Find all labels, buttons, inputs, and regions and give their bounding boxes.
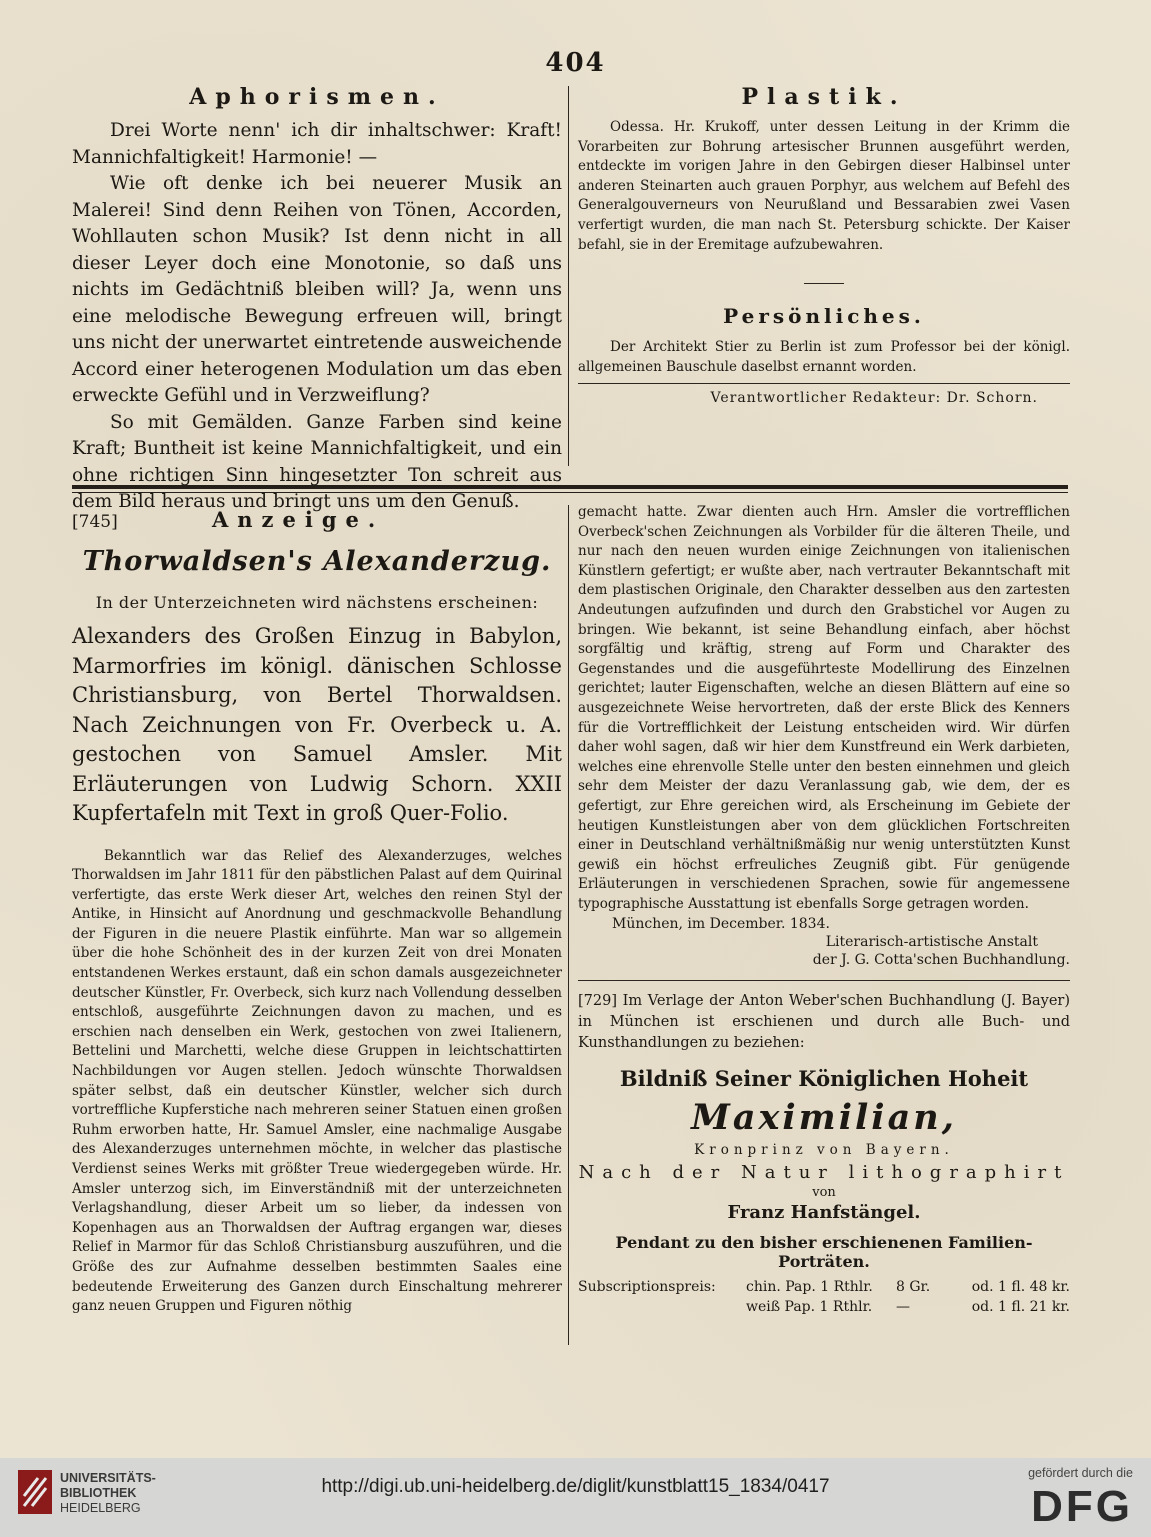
- aphorisms-section: [72, 84, 562, 512]
- persons-heading: Persönliches.: [723, 304, 925, 329]
- plastik-heading: Plastik.: [741, 84, 907, 110]
- editor-rule: [578, 383, 1070, 384]
- ad-label: Anzeige.: [212, 507, 385, 532]
- aphorisms-heading: Aphorismen.: [189, 84, 445, 110]
- dfg-logo: DFG: [1031, 1482, 1133, 1531]
- aphorism-paragraph: So mit Gemälden. Ganze Farben sind keine Kraft; Buntheit ist keine Mannichfaltigkeit, und ein ohne richtigen Sinn hingesetzter Ton schreit aus dem Bild heraus und bringt uns um den Genuß.: [72, 411, 562, 512]
- portrait-line-1: Bildniß Seiner Königlichen Hoheit: [619, 1066, 1029, 1092]
- library-line-2: BIBLIOTHEK: [60, 1486, 137, 1500]
- ad-separator: [578, 980, 1070, 981]
- portrait-line-4: Nach der Natur lithographirt: [578, 1162, 1070, 1184]
- footer-url-link[interactable]: http://digi.ub.uni-heidelberg.de/diglit/kunstblatt15_1834/0417: [321, 1476, 830, 1497]
- portrait-line-6: Franz Hanfstängel.: [727, 1202, 921, 1224]
- ad-number: [745]: [72, 512, 118, 532]
- advertisement-continuation: [578, 503, 1070, 1353]
- ad-header: [72, 507, 562, 532]
- pendant-line: Pendant zu den bisher erschienenen Familien-Porträten.: [615, 1233, 1033, 1272]
- price-row-2: [578, 1299, 1070, 1315]
- plastik-text: Odessa. Hr. Krukoff, unter dessen Leitung in der Krimm die Vorarbeiten zur Bohrung artesischer Brunnen ausgeführt werden, entdeckte im vorigen Jahre in den Gebirgen dieser Halbinsel unter anderen Steinarten auch grauen Porphyr, aus welchem auf Befehl des Generalgouverneurs von Neurußland und Bessarabien zwei Vasen verfertigt wurden, die man nach St. Petersburg schickte. Der Kaiser befahl, sie in der Eremitage aufzubewahren.: [578, 119, 1070, 253]
- ad-intro: In der Unterzeichneten wird nächstens erscheinen:: [95, 593, 539, 612]
- ad-body-right: gemacht hatte. Zwar dienten auch Hrn. Amsler die vortrefflichen Overbeck'schen Zeichnungen als Vorbilder für die älteren Theile, und nur nach den neuen wurden einige Zeichnungen von italienischen Künstlern gefertigt; er wußte aber, nach vertrauter Bekanntschaft mit dem plastischen Originale, den Charakter desselben aus den zartesten Andeutungen aufzufinden und durch den Grabstichel vor Augen zu bringen. Wie bekannt, ist seine Behandlung einfach, aber höchst sorgfältig und kräftig, streng auf Form und Charakter des Gegenstandes und die ausgeführteste Modellirung des Einzelnen gerichtet; lauter Eigenschaften, welche an diesen Blättern auf eine so ausgezeichnete Weise hervortreten, daß der erste Blick des Kenners für die Vortrefflichkeit der Leistung entscheiden wird. Wir dürfen daher wohl sagen, daß wir hier dem Kunstfreund ein Werk darbieten, welches eine ehrenvolle Stelle unter den besten einnehmen und gleich sehr dem Meister der dazu Veranlassung gab, wie dem, der es gefertigt, zur Ehre gereichen wird, als Erscheinung im Gebiete der heutigen Kunstleistungen aber von dem glücklichen Fortschreiten einer in Deutschland verhältnißmäßig nur wenig unterstützten Kunst gewiß ein höchst erfreuliches Zeugniß gibt. Für genügende Erläuterungen in verschiedenen Sprachen, sowie für angemessene typographische Ausstattung ist ebenfalls Sorge getragen worden.: [578, 504, 1070, 912]
- funded-by-note: gefördert durch die: [1028, 1466, 1133, 1480]
- ad-signature-2: der J. G. Cotta'schen Buchhandlung.: [812, 952, 1070, 969]
- ad-title: Thorwaldsen's Alexanderzug.: [82, 546, 552, 577]
- advertisement-745: [72, 503, 562, 1353]
- price-label-spacer: [578, 1299, 746, 1315]
- book-title: Alexanders des Großen Einzug in Babylon, Marmorfries im königl. dänischen Schlosse Christiansburg, von Bertel Thorwaldsen. Nach Zeichnungen von Fr. Overbeck u. A. gestochen von Samuel Amsler. Mit Erläuterungen von Ludwig Schorn. XXII Kupfertafeln mit Text in groß Quer-Folio.: [72, 624, 562, 825]
- price1-paper: chin. Pap. 1 Rthlr.: [746, 1279, 873, 1296]
- ad-signature-1: Literarisch-artistische Anstalt: [825, 934, 1038, 951]
- library-line-1: UNIVERSITÄTS-: [60, 1471, 156, 1485]
- price2-gr: —: [896, 1299, 910, 1316]
- price-row-1: [578, 1279, 1070, 1295]
- price2-paper: weiß Pap. 1 Rthlr.: [746, 1299, 873, 1316]
- plastik-section: [578, 84, 1070, 484]
- column-rule-bottom: [568, 505, 569, 1345]
- ad-date-line: München, im December. 1834.: [612, 916, 830, 933]
- price-label: Subscriptionspreis:: [578, 1279, 716, 1296]
- portrait-line-2: Maximilian,: [691, 1097, 957, 1139]
- price1-gr: 8 Gr.: [896, 1279, 931, 1296]
- ad-body-left: Bekanntlich war das Relief des Alexanderzuges, welches Thorwaldsen im Jahr 1811 für den päbstlichen Palast auf dem Quirinal verfertigte, das erste Werk dieser Art, welches den reinen Styl der Antike, in Hinsicht auf Anordnung und geschmackvolle Behandlung der Figuren in die neuere Plastik einführte. Man war so allgemein über die hohe Schönheit des in der kurzen Zeit von drei Monaten entstandenen Werkes erstaunt, daß ein schon damals ausgezeichneter deutscher Künstler, Fr. Overbeck, sich kurz nach Vollendung desselben entschloß, ausgeführte Zeichnungen davon zu machen, und es erschien nach denselben ein Werk, gestochen von zwei Italienern, Bettelini und Marchetti, welche diese Gruppen in leichtschattirten Nachbildungen vor Augen stellen. Jedoch wünschte Thorwaldsen später selbst, daß ein deutscher Künstler, welcher sich durch vortreffliche Kupferstiche nach mehreren seiner Statuen einen großen Ruhm erworben hatte, Hr. Samuel Amsler, eine nachmalige Ausgabe des Alexanderzuges unternehmen möchte, in welcher das plastische Verdienst seines Werks mit größter Treue wiedergegeben würde. Hr. Amsler unterzog sich, im Einverständniß mit der unterzeichneten Verlagshandlung, dieser Arbeit um so lieber, da indessen von Kopenhagen aus an Thorwaldsen der Auftrag ergangen war, dieses Relief in Marmor für das Schloß Christiansburg auszuführen, und die Größe des zur Aufnahme desselben bestimmten Saales eine bedeutende Erweiterung des Ganzen durch Einschaltung mehrerer ganz neuen Gruppen und Figuren nöthig: [72, 847, 562, 1315]
- persons-text: Der Architekt Stier zu Berlin ist zum Professor bei der königl. allgemeinen Bauschule daselbst ernannt worden.: [578, 339, 1070, 375]
- responsible-editor: Verantwortlicher Redakteur: Dr. Schorn.: [710, 390, 1038, 407]
- aphorism-paragraph: Wie oft denke ich bei neuerer Musik an Malerei! Sind denn Reihen von Tönen, Accorden, Wohllauten schon Musik? Ist denn nicht in all dieser Leyer doch eine Monotonie, so daß uns nichts im Gedächtniß bleiben will? Ja, wenn uns eine melodische Bewegung erfreuen will, bringt uns nicht der unerwartet eintretende ausweichende Accord einer heterogenen Modulation um das eben erweckte Gefühl und in Verzweiflung?: [72, 173, 562, 406]
- portrait-line-5: von: [812, 1185, 836, 1201]
- price1-fl: od. 1 fl. 48 kr.: [971, 1279, 1070, 1296]
- aphorism-paragraph: Drei Worte nenn' ich dir inhaltschwer: Kraft! Mannichfaltigkeit! Harmonie! —: [72, 120, 562, 168]
- portrait-line-3: Kronprinz von Bayern.: [694, 1142, 954, 1159]
- short-divider: [804, 283, 844, 284]
- advertisement-729: [578, 991, 1070, 1315]
- column-rule-top: [568, 86, 569, 466]
- library-line-3: HEIDELBERG: [60, 1501, 141, 1515]
- price2-fl: od. 1 fl. 21 kr.: [971, 1299, 1070, 1316]
- ad2-text: [729] Im Verlage der Anton Weber'schen Buchhandlung (J. Bayer) in München ist erschienen und durch alle Buch- und Kunsthandlungen zu beziehen:: [578, 993, 1070, 1052]
- page-number: 404: [545, 48, 606, 78]
